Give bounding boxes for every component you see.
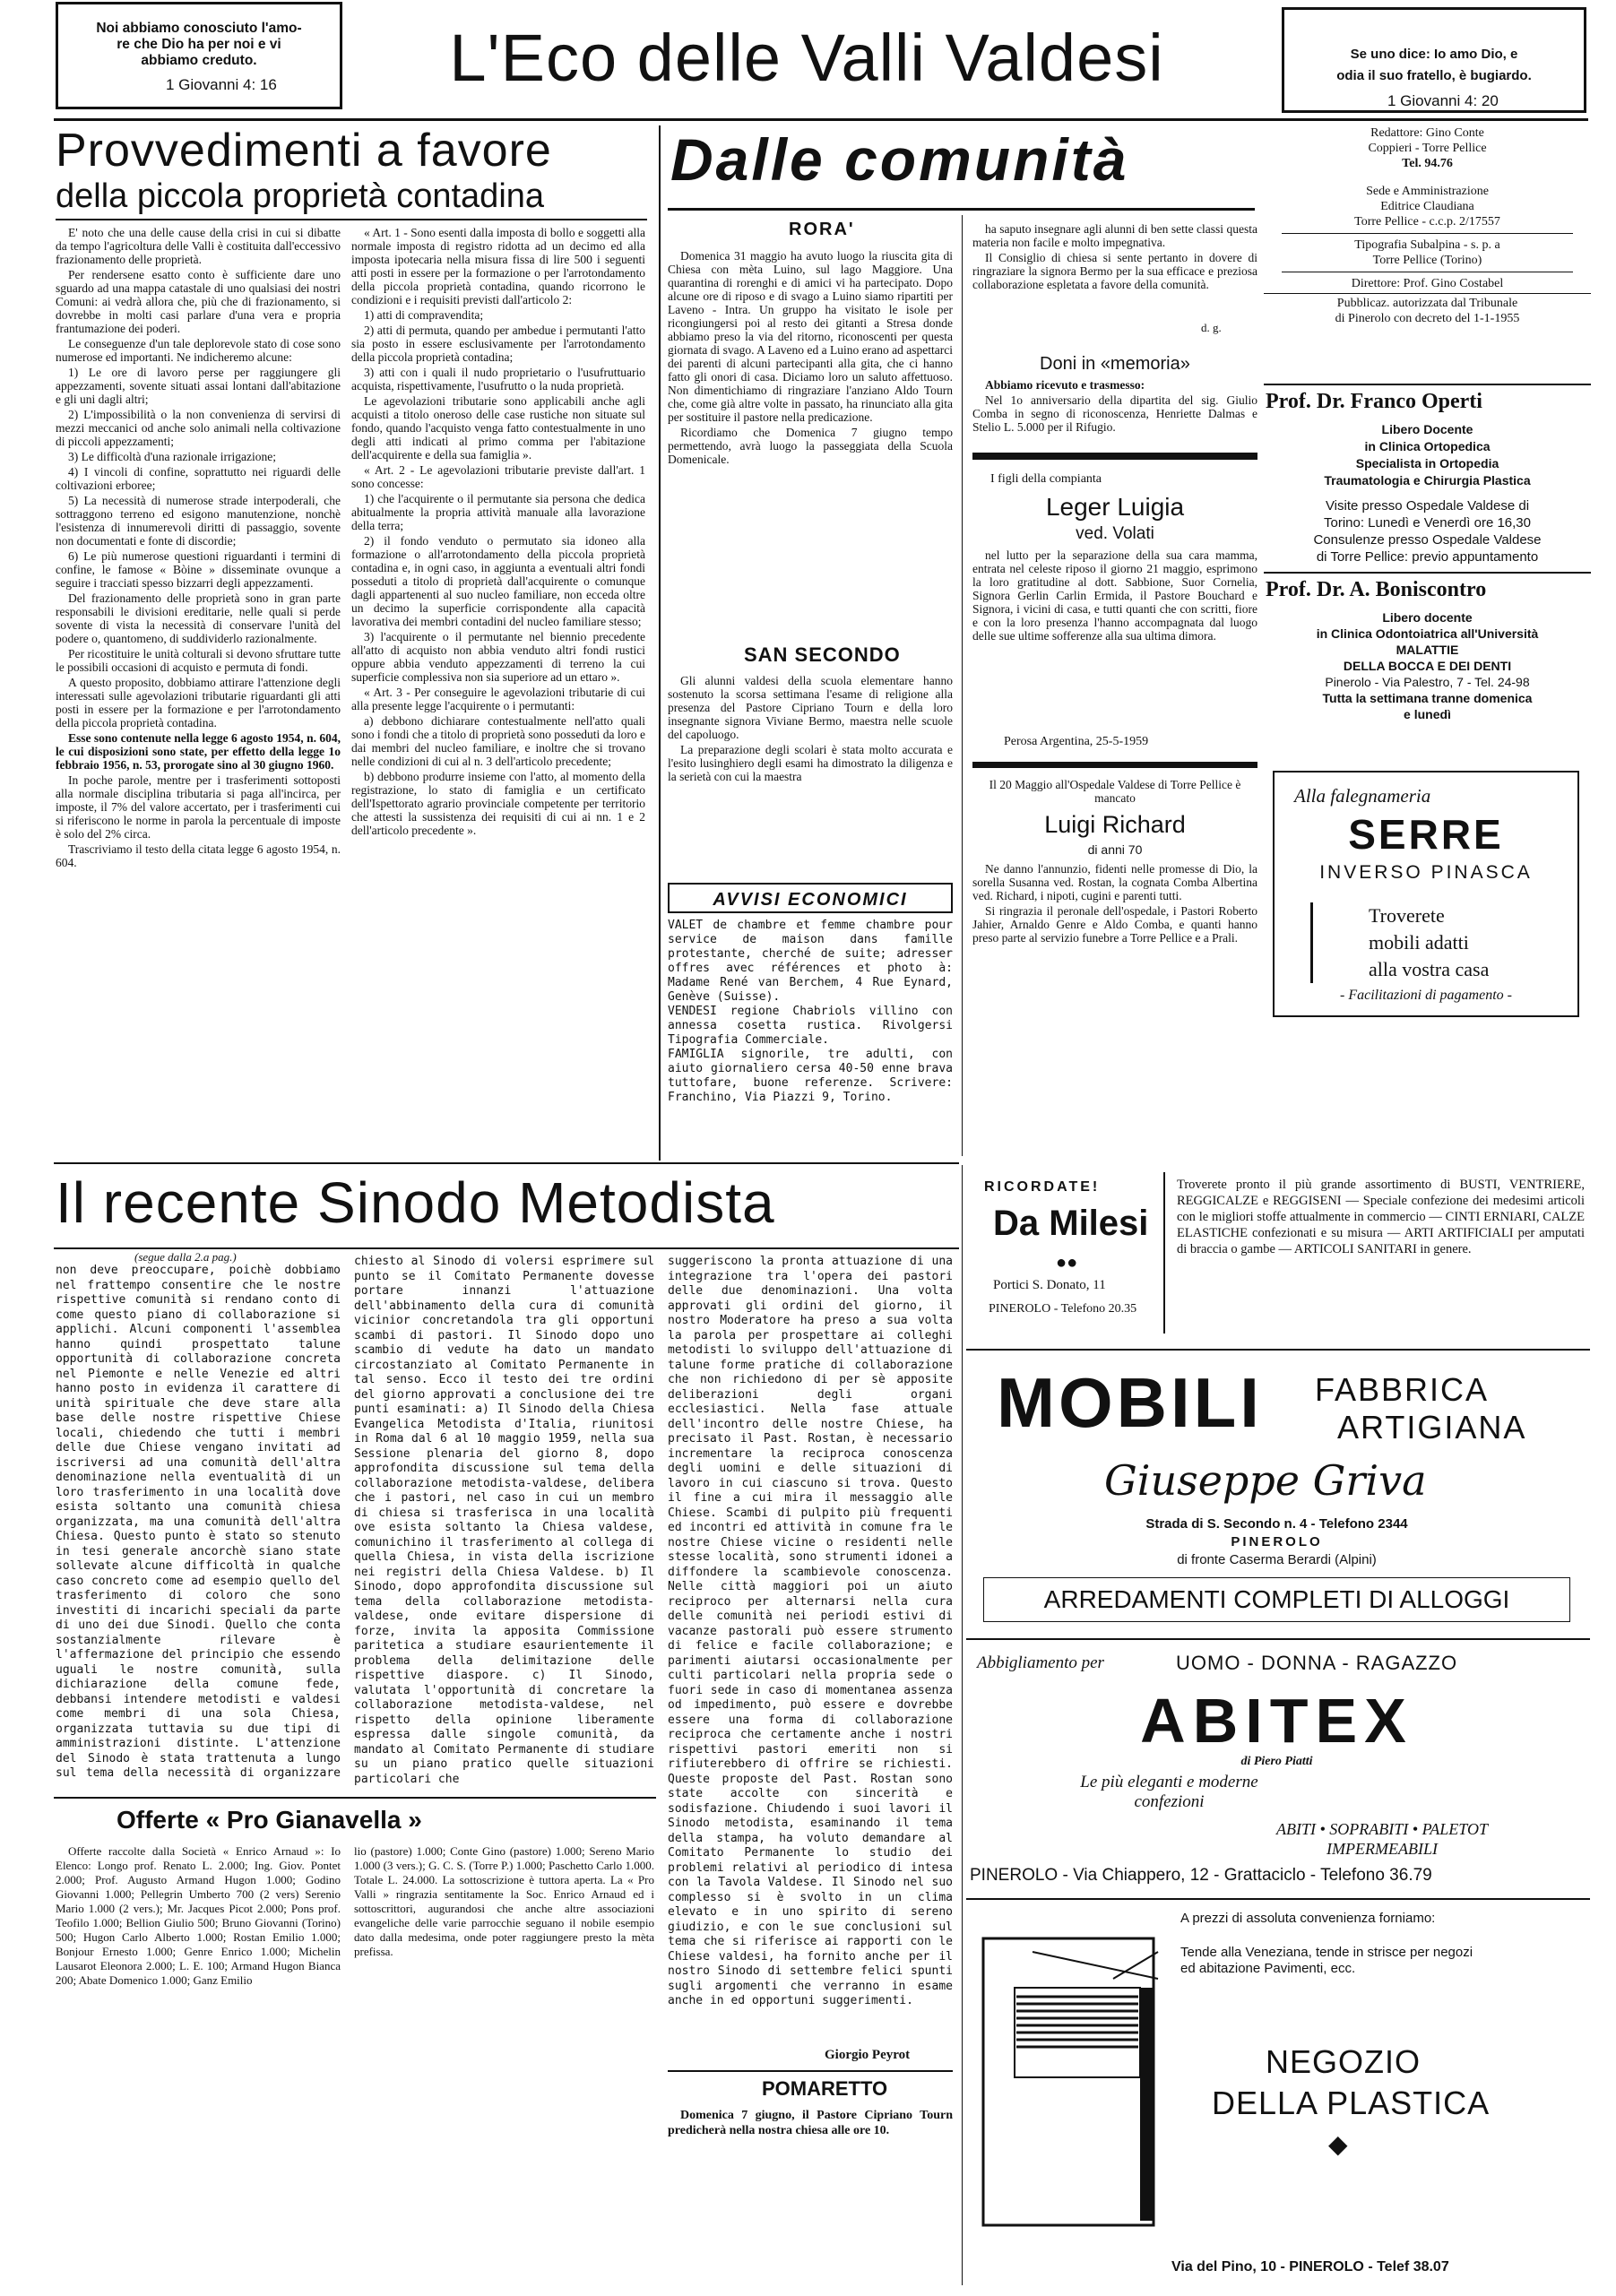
mobili-owner: Giuseppe Griva — [1104, 1456, 1427, 1505]
black-bar — [972, 453, 1257, 460]
operti-name: Prof. Dr. Franco Operti — [1266, 390, 1482, 413]
sede-line: Sede e Amministrazione — [1366, 185, 1489, 198]
operti-visite-line: Consulenze presso Ospedale Valdese — [1313, 532, 1542, 548]
para: Ne danno l'annunzio, fidenti nelle promesse di Dio, la sorella Susanna ved. Rostan, la cognata Comba Albertina ved. Richard, i nipoti, cugini e parenti tutti. — [972, 862, 1257, 902]
plastica-addr: Via del Pino, 10 - PINEROLO - Telef 38.07 — [1171, 2259, 1449, 2274]
avvisi-items — [668, 919, 953, 1161]
sede-line: Editrice Claudiana — [1380, 200, 1474, 213]
masthead-title: L'Eco delle Valli Valdesi — [449, 21, 1164, 95]
para: Esse sono contenute nella legge 6 agosto 1954, n. 604, le cui disposizioni sono state, per effetto della legge 1o febbraio 1956, n. 53, prorogate sino al 30 giugno 1960. — [56, 731, 341, 772]
operti-visite-line: Visite presso Ospedale Valdese di — [1325, 498, 1530, 514]
left-quote-line: re che Dio ha per noi e vi — [117, 37, 281, 52]
para: 1) atti di compravendita; — [364, 308, 484, 322]
para: Le conseguenze d'un tale deplorevole stato di cose sono numerose ed importanti. Ne indicheremo alcune: — [56, 337, 341, 364]
redazione-block — [1264, 125, 1591, 326]
article1-rule — [56, 219, 647, 220]
mobili-name: MOBILI — [997, 1363, 1263, 1442]
sinodo-col1 — [56, 1264, 341, 1779]
para: 6) Le più numerose questioni riguardanti i termini di confine, le famose « Bòine » disseminate ovunque a seguire i tracciati spesso bizzarri degli appezzamenti. — [56, 549, 341, 590]
abitex-ad — [970, 1649, 1584, 1891]
operti-visite-line: di Torre Pellice: previo appuntamento — [1316, 549, 1539, 565]
abitex-rule — [966, 1898, 1590, 1900]
direttore: Direttore: Prof. Gino Costabel — [1351, 277, 1504, 290]
mobili-slogan: ARREDAMENTI COMPLETI DI ALLOGGI — [1043, 1585, 1510, 1613]
list-item: FAMIGLIA signorile, tre adulti, con aiuto giornaliero cersa 40-50 enne brava tuttofare, buone referenze. Scrivere: Franchino, Via Piazzi 9, Torino. — [668, 1048, 953, 1104]
section-rule — [54, 1162, 959, 1164]
masthead-left-quote-box — [56, 2, 342, 109]
operti-rule — [1264, 572, 1591, 574]
boniscontro-lines — [1264, 609, 1591, 722]
milesi-ricordate: RICORDATE! — [984, 1179, 1101, 1195]
masthead-rule — [54, 118, 1588, 121]
redattore: Redattore: Gino Conte — [1370, 126, 1484, 140]
serre-header: Alla falegnameria — [1294, 785, 1431, 807]
operti-lines — [1264, 421, 1591, 489]
boniscontro-name: Prof. Dr. A. Boniscontro — [1266, 578, 1487, 601]
serre-lines — [1369, 902, 1489, 983]
milesi-text: Troverete pronto il più grande assortimento di BUSTI, VENTRIERE, REGGICALZE e REGGISENI — Speciale confezione dei medesimi articoli con le migliori stoffe attualmente in commercio — CINTI ERNIARI, CALZE ELASTICHE confezionati e su misura — ARTI ARTIFICIALI per amputati di braccia o gambe — ARTICOLI SANITARI in genere. — [1177, 1178, 1585, 1256]
para: 5) La necessità di numerose strade interpoderali, che sottraggono terreno ed esigono manutenzione, nonchè l'esistenza di innumerevoli diritti di passaggio, sovente non documentati e fonte di discordie; — [56, 494, 341, 548]
para: Per rendersene esatto conto è sufficiente dare uno sguardo ad una mappa catastale di uno qualsiasi dei nostri Comuni: ai vedrà allora che, più che di frazionamento, si dovrebbe in molti casi parlare d'una vera e propria frantumazione dei poderi. — [56, 268, 341, 335]
para: Domenica 7 giugno, il Pastore Cipriano Tourn predicherà nella nostra chiesa alle ore 10. — [668, 2109, 953, 2137]
boniscontro-line: in Clinica Odontoiatrica all'Università — [1316, 626, 1539, 641]
para: 3) Le difficoltà d'una razionale irrigazione; — [68, 450, 276, 463]
pubblicaz-line: di Pinerolo con decreto del 1-1-1955 — [1335, 312, 1520, 325]
right-quote-line: Se uno dice: Io amo Dio, e — [1350, 47, 1518, 62]
obit1-name: Leger Luigia — [1045, 493, 1185, 521]
sede-line: Torre Pellice - c.c.p. 2/17557 — [1354, 215, 1500, 229]
para: Nel 1o anniversario della dipartita del sig. Giulio Comba in segno di riconoscenza, Henriette Dalmas e Stelio L. 5.000 per il Rifugio. — [972, 393, 1257, 434]
serre-line: mobili adatti — [1369, 931, 1469, 954]
milesi-rule — [966, 1349, 1590, 1351]
plastica-ad — [970, 1907, 1584, 2283]
plastica-name1: NEGOZIO — [1266, 2043, 1422, 2080]
para: Le agevolazioni tributarie sono applicabili anche agli acquisti a titolo oneroso delle case rustiche non situate sul fondo, quando l'acquisto venga fatto contestualmente in uno degli atti indicati al primo comma per l'abitazione dell'acquirente e della sua famiglia ». — [351, 394, 645, 462]
pomaretto-text — [668, 2108, 953, 2162]
abitex-tagline — [970, 1773, 1369, 1812]
column-divider — [962, 215, 963, 1156]
para: chiesto al Sinodo di volersi esprimere sul punto se il Comitato Permanente dovesse portare innanzi l'attuazione dell'abbinamento della cura di comunità vicinior concretandola tra gli opportuni scambi di pastori. Il Sinodo dopo uno scambio di vedute ha dato un mandato circostanziato al Comitato Permanente in tal senso. Ecco il testo dei tre ordini del giorno approvati a conclusione dei tre punti esaminati: a) Il Sinodo della Chiesa Evangelica Metodista d'Italia, riunitosi in Roma dal 6 al 10 maggio 1959, nella sua Sessione plenaria del giorno 8, dopo approfondita discussione sul tema della collaborazione metodista-valdese, delibera che i pastori, nel caso in cui un membro di chiesa si trasferisca in una località ove esista soltanto la Chiesa valdese, comunichino il trasferimento al collega di quella Chiesa, in vista della iscrizione nei registri della Chiesa Valdese. b) Il Sinodo, dopo approfondita discussione sul tema della collaborazione metodista-valdese, onde evitare dispersione di forze, invita la apposita Commissione paritetica a studiare esaurientemente il problema della delimitazione delle rispettive diaspore. c) Il Sinodo, valutata l'opportunità di concretare la collaborazione metodista-valdese, nel rispetto della opinione liberamente espressa dalle singole comunità, da mandato al Comitato Permanente di studiare su un piano pratico quelle situazioni particolari che — [354, 1255, 654, 1786]
operti-line: Specialista in Ortopedia — [1355, 456, 1499, 470]
sinodo-rule — [54, 1247, 959, 1249]
plastica-name2: DELLA PLASTICA — [1212, 2085, 1491, 2121]
boniscontro-line: DELLA BOCCA E DEI DENTI — [1343, 659, 1512, 673]
gianavella-title: Offerte « Pro Gianavella » — [117, 1806, 422, 1834]
para: 2) il fondo venduto o permutato sia idoneo alla formazione o all'arrotondamento della piccola proprietà contadina e, in ogni caso, in aggiunta a eventuali altri fondi posseduti a titolo di proprietà dall'acquirente o comunque dagli appartenenti al suo nucleo familiare, non ecceda oltre un decimo la superficie corrispondente alla capacità lavorativa dei membri contadini del nucleo familiare stesso; — [351, 534, 645, 628]
para: 2) atti di permuta, quando per ambedue i permutanti l'atto sia posto in essere esclusivamente per l'arrotondamento della piccola proprietà contadina; — [351, 324, 645, 364]
redazione-rule — [1264, 384, 1591, 385]
avvisi-title-box — [668, 883, 953, 913]
para: E' noto che una delle cause della crisi in cui si dibatte da tempo l'agricoltura delle Valli è costituita dall'eccessivo frazionamento delle proprietà. — [56, 226, 341, 266]
milesi-divider — [1163, 1172, 1165, 1334]
comunita-title: Dalle comunità — [670, 126, 1129, 193]
right-quote-ref: 1 Giovanni 4: 20 — [1387, 92, 1499, 109]
abitex-addr: PINEROLO - Via Chiappero, 12 - Grattaciclo - Telefono 36.79 — [970, 1866, 1432, 1885]
rora-title: RORA' — [789, 220, 855, 239]
redattore-tel: Tel. 94.76 — [1402, 157, 1453, 170]
para: 3) atti con i quali il nudo proprietario o l'usufruttuario acquista, rispettivamente, l'usufrutto o la nuda proprietà. — [351, 366, 645, 393]
obit2-sub: di anni 70 — [1087, 842, 1143, 857]
boniscontro-line: e lunedì — [1404, 707, 1451, 721]
abitex-owner: di Piero Piatti — [1240, 1755, 1313, 1768]
serre-ad — [1273, 771, 1579, 1017]
obit1-sub: ved. Volati — [1076, 524, 1154, 543]
obit2-name: Luigi Richard — [1044, 811, 1186, 838]
abitex-header1: Abbigliamento per — [977, 1653, 1104, 1672]
avvisi-title: AVVISI ECONOMICI — [713, 890, 908, 910]
obit1-text — [972, 548, 1257, 723]
para: « Art. 1 - Sono esenti dalla imposta di bollo e soggetti alla normale imposta di registro ridotta ad un decimo ed alla imposta ipotecaria nella misura fissa di lire 500 i seguenti atti posti in essere per la formazione o per l'arrotondamento della piccola proprietà contadina, quando ricorrono le condizioni e i requisiti previsti dall'articolo 2: — [351, 226, 645, 306]
operti-line: Traumatologia e Chirurgia Plastica — [1324, 473, 1531, 488]
right-quote-line: odia il suo fratello, è bugiardo. — [1336, 68, 1532, 83]
operti-visite — [1264, 497, 1591, 565]
plastica-intro: A prezzi di assoluta convenienza forniamo: — [1180, 1911, 1436, 1926]
obit1-place: Perosa Argentina, 25-5-1959 — [1004, 735, 1149, 748]
serre-line: Troverete — [1369, 904, 1445, 927]
para: Offerte raccolte dalla Società « Enrico Arnaud »: Io Elenco: Longo prof. Renato L. 2.000; Ing. Giov. Pontet 2.000; Prof. Augusto Armand Hugon 1.000; Godino Giovanni 1.000; Pellegrin Umberto 700 (2 vers) Serenio Mario 1.000 (2 vers.); Mr. Jacques Picot 2.000; Pons prof. Teofilo 1.000; Bellion Giulio 500; Bruno Giovanni (Torino) 500; Hugon Carlo Alberto 1.000; Rostan Emilio 1.000; Bonjour Ernesto 1.000; Genre Enrico 1.000; Michelin Lausarot Eleonora 2.000; L. E. 100; Armand Hugon Bianca 200; Abate Domenico 1.000; Ganz Emilio — [56, 1844, 341, 1987]
mobili-city: PINEROLO — [1231, 1534, 1323, 1549]
mobili-artigiana: ARTIGIANA — [1337, 1409, 1527, 1446]
obit2-intro-text: Il 20 Maggio all'Ospedale Valdese di Torre Pellice è mancato — [989, 778, 1241, 805]
gianavella-col1 — [56, 1844, 341, 2239]
para: ha saputo insegnare agli alunni di ben sette classi questa materia non facile e molto impegnativa. — [972, 222, 1257, 249]
obit2-text — [972, 862, 1257, 995]
left-quote-ref: 1 Giovanni 4: 16 — [166, 76, 277, 93]
milesi-ad — [966, 1172, 1590, 1342]
diamond-icon: ◆ — [1328, 2131, 1348, 2159]
abitex-header2: UOMO - DONNA - RAGAZZO — [1176, 1652, 1458, 1674]
boniscontro-line: MALATTIE — [1396, 643, 1459, 657]
gianavella-col2 — [354, 1844, 654, 2239]
obit2-intro — [972, 778, 1257, 808]
abitex-tagline-line: Le più eleganti e moderne — [1080, 1773, 1258, 1791]
black-bar — [972, 762, 1257, 768]
mobili-near: di fronte Caserma Berardi (Alpini) — [1177, 1552, 1377, 1567]
doni-text — [972, 378, 1257, 450]
para: b) debbono produrre insieme con l'atto, al momento della registrazione, lo stato di famiglia e un certificato dell'Ispettorato agrario provinciale competente per territorio che attesti la sussistenza dei requisiti di cui ai nn. 1 e 2 dell'articolo precedente ». — [351, 770, 645, 837]
boniscontro-line: Pinerolo - Via Palestro, 7 - Tel. 24-98 — [1325, 675, 1530, 689]
serre-line: alla vostra casa — [1369, 958, 1490, 980]
mobili-addr: Strada di S. Secondo n. 4 - Telefono 2344 — [1145, 1516, 1408, 1532]
column-divider — [962, 1165, 963, 2285]
para: Gli alunni valdesi della scuola elementare hanno sostenuto la scorsa settimana l'esame di religione alla presenza del Pastore Cipriano Tourn e della loro insegnante signora Viviane Bermo, maestra nelle scuole del capoluogo. — [668, 674, 953, 741]
para: Per ricostituire le unità colturali si devono sfruttare tutte le possibili occasioni di acquisto e permuta di fondi. — [56, 647, 341, 674]
article1-col1 — [56, 226, 341, 1122]
mobili-rule — [966, 1638, 1590, 1640]
comunita-rule — [668, 208, 1255, 211]
operti-visite-line: Torino: Lunedì e Venerdì ore 16,30 — [1323, 515, 1531, 531]
serre-name: SERRE — [1348, 811, 1504, 858]
article1-subtitle: della piccola proprietà contadina — [56, 177, 545, 215]
para: « Art. 3 - Per conseguire le agevolazioni tributarie di cui alla presente legge l'acquirente o i permutanti: — [351, 686, 645, 712]
operti-line: Libero Docente — [1381, 422, 1473, 436]
sansecondo-text — [668, 674, 953, 871]
left-quote-line: abbiamo creduto. — [141, 53, 257, 68]
para: Si ringrazia il peronale dell'ospedale, i Pastori Roberto Jahier, Arnaldo Genre e Aldo Comba, e quanti hanno preso parte al servizio funebre a Torre Pellice e a Prali. — [972, 904, 1257, 945]
para: Del frazionamento delle proprietà sono in gran parte responsabili le divisioni ereditarie, nelle quali si perde sovente di vista la necessità di conservare l'unità del podere o, quantomeno, di suddividerlo razionalmente. — [56, 591, 341, 645]
para: lio (pastore) 1.000; Conte Gino (pastore) 1.000; Sereno Mario 1.000 (3 vers.); G. C. S. (Torre P.) 1.000; Paschetto Carlo 1.000. Totale L. 24.000. La sottoscrizione è tuttora aperta. La « Pro Valli » ringrazia sentitamente la Soc. Enrico Arnaud ed i sottoscrittori, augurandosi che anche altre associazioni evangeliche delle varie parrocchie seguano il nobile esempio dato dalla medesima, onde poter raggiungere presto la mèta prefissa. — [354, 1844, 654, 1958]
serre-place: INVERSO PINASCA — [1319, 862, 1533, 883]
para: 4) I vincoli di confine, soprattutto nei riguardi delle coltivazioni erboree; — [56, 465, 341, 492]
para: 3) l'acquirente o il permutante nel biennio precedente all'atto di acquisto non abbia venduto altri fondi rustici oppure abbia venduto appezzamenti di terreno la cui superficie complessiva non sia superiore ad un ettaro ». — [351, 630, 645, 684]
milesi-addr: Portici S. Donato, 11 — [993, 1278, 1106, 1292]
column-divider — [659, 125, 661, 1161]
operti-line: in Clinica Ortopedica — [1364, 439, 1491, 453]
redattore-addr: Coppieri - Torre Pellice — [1368, 142, 1487, 155]
abitex-items: ABITI • SOPRABITI • PALETOT IMPERMEABILI — [1276, 1820, 1488, 1858]
sansecondo-title: SAN SECONDO — [744, 643, 901, 666]
gianavella-rule — [54, 1797, 656, 1799]
obit1-intro: I figli della compianta — [990, 472, 1102, 486]
list-item: VENDESI regione Chabriols villino con annessa cosetta rustica. Rivolgersi Tipografia Commerciale. — [668, 1005, 953, 1047]
window-blind-icon — [979, 1934, 1167, 2230]
rora-col1 — [668, 249, 953, 634]
para: Il Consiglio di chiesa si sente pertanto in dovere di ringraziare la signora Bermo per la sua efficace e preziosa collaborazione espletata a favore della comunità. — [972, 251, 1257, 291]
tipografia-line: Tipografia Subalpina - s. p. a — [1354, 238, 1500, 252]
mobili-slogan-box — [983, 1577, 1570, 1622]
pubblicaz-line: Pubblicaz. autorizzata dal Tribunale — [1336, 297, 1518, 310]
para: Trascriviamo il testo della citata legge 6 agosto 1954, n. 604. — [56, 842, 341, 869]
milesi-dots: ●● — [1056, 1253, 1078, 1273]
mobili-fabbrica: FABBRICA — [1315, 1371, 1490, 1408]
masthead-right-quote-box — [1282, 7, 1586, 113]
para: 1) Le ore di lavoro perse per raggiungere gli appezzamenti, sovente situati assai lontani dall'abitazione e gli uni dagli altri; — [56, 366, 341, 406]
doni-sub: Abbiamo ricevuto e trasmesso: — [985, 378, 1145, 392]
sinodo-col3 — [668, 1255, 953, 2043]
para: non deve preoccupare, poichè dobbiamo nel frattempo consentire che le nostre rispettive comunità si rendano conto di come questo piano di collaborazione si applichi. Alcuni componenti l'assemblea hanno quindi prospettato talune opportunità di collaborazione concreta nel Piemonte e nelle Venezie ed altri hanno posto in evidenza il carattere di unità spirituale che deve stare alla base delle nostre rispettive Chiese locali, chiedendo che tutti i membri delle due Chiese vengano invitati ad iscriversi ad una comunità dell'altra denominazione nella eventualità di un loro trasferimento in una località dove esista soltanto una comunità chiesa organizzata, ma una comunità dell'altra Chiesa. Questo punto è stato so stenuto in tesi generale ancorchè siano state sollevate alcune difficoltà in qualche caso concreto come ad esempio quello del trasferimento di coloro che sono investiti di incarichi speciali da parte di uno dei due Sinodi. Quello che conta sostanzialmente rilevare è l'affermazione del principio che essendo uguali le nostre comunità, sulla dichiarazione della comune fede, debbansi intendere metodisti e valdesi come membri di una sola Chiesa, organizzata tuttavia su due tipi di amministrazioni distinte. L'attenzione del Sinodo è stata trattenuta a lungo sul tema della necessità di organizzare — [56, 1264, 341, 1779]
sinodo-title: Il recente Sinodo Metodista — [56, 1170, 775, 1235]
milesi-city: PINEROLO - Telefono 20.35 — [989, 1302, 1137, 1316]
mobili-ad — [970, 1362, 1584, 1631]
left-quote-line: Noi abbiamo conosciuto l'amo- — [96, 21, 302, 36]
tipografia-line: Torre Pellice (Torino) — [1372, 254, 1482, 267]
article1-title: Provvedimenti a favore — [56, 125, 552, 177]
rora-signature: d. g. — [1201, 321, 1222, 334]
para: Domenica 31 maggio ha avuto luogo la riuscita gita di Chiesa con mèta Luino, sul lago Maggiore. Una quarantina di rorenghi e di amici vi ha partecipato. Dopo alcune ore di riposo e di svago a Luino siamo ripartiti per Laveno - Intra. Un gruppo ha visitato le isole per ricongiungersi poi al resto dei gitanti a Stresa donde abbiamo preso la via del ritorno, riconoscenti per questa giornata di svago. A Laveno ed a Luino erano ad aspettarci dei parenti di alcuni partecipanti alla gita, che ci hanno fatto gli onori di casa. Diciamo loro un saluto affettuoso. Non dimentichiamo di ringraziare l'anziano Aldo Tourn che, come già altre volte in passato, ha rinunciato alla gita per sostituire il pastore nella predicazione. — [668, 249, 953, 424]
para: In poche parole, mentre per i trasferimenti sottoposti alla normale disciplina tributaria si paga all'incirca, per imposte, il 7% del valore accertato, per i trasferimenti cui si riferiscono le norme in parola la percentuale di imposte è solo del 2% circa. — [56, 773, 341, 841]
boniscontro-line: Tutta la settimana tranne domenica — [1322, 691, 1533, 705]
para: a) debbono dichiarare contestualmente nell'atto quali sono i fondi che a titolo di proprietà sono posseduti da loro e dai membri del nucleo familiare, e inoltre che si trovano nelle condizioni di cui al n. 3 dell'articolo precedente; — [351, 714, 645, 768]
plastica-items: Tende alla Veneziana, tende in strisce per negozi ed abitazione Pavimenti, ecc. — [1180, 1945, 1473, 1976]
list-item: VALET de chambre et femme chambre pour service de maison dans famille protestante, cherché de suite; adresser offres avec références et photo à: Madame René van Berchem, 4 Rue Eynard, Genève (Suisse). — [668, 919, 953, 1004]
serre-footer: - Facilitazioni di pagamento - — [1340, 988, 1512, 1003]
abitex-tagline-line: confezioni — [1134, 1792, 1205, 1811]
pomaretto-title: POMARETTO — [762, 2077, 888, 2100]
para: « Art. 2 - Le agevolazioni tributarie previste dall'art. 1 sono concesse: — [351, 463, 645, 490]
article1-col2 — [351, 226, 645, 1122]
para: suggeriscono la pronta attuazione di una integrazione tra l'opera dei pastori delle due denominazioni. Una volta approvati gli ordini del giorno, il nostro Moderatore ha preso a sua volta la parola per prospettare ai colleghi metodisti lo sviluppo dell'attuazione di talune forme pratiche di collaborazione che non richiedono di per sè apposite deliberazioni degli organi ecclesiastici. Nella fase attuale dell'incontro delle nostre Chiese, ha precisato il Past. Rostan, è necessario incrementare la reciproca conoscenza degli uomini e delle situazioni di lavoro in cui ciascuno si trova. Questo il fine a cui mira il messaggio alle Chiese. Scambi di pulpito più frequenti ed incontri ed attività in comune fra le nostre Chiese vicine o residenti nelle stesse località, sono strumenti idonei a diffondere la scambievole conoscenza. Nelle città maggiori poi un aiuto reciproco per alternarsi nella cura delle comunità nei periodi estivi di vacanze pastorali può essere strumento di felice e facile collaborazione; e parimenti aiutarsi occasionalmente per culti particolari nella propria sede o fuori sede in caso di momentanea assenza od impedimento, può essere e dovrebbe essere una forma di collaborazione reciproca che certamente anche i nostri rispettivi pastori emeriti non si rifiuterebbero di offrire se richiesti. Queste proposte del Past. Rostan sono state accolte con sincerità e sodisfazione. Chiudendo i suoi lavori il Sinodo metodista, esaminando il tema della stampa, ha voluto demandare al Comitato Permanente lo studio dei problemi relativi al periodico di intesa con la Tavola Valdese. Il Sinodo nel suo complesso si è svolto in un clima elevato e in uno spirito di sereno giudizio, e con le sue conclusioni sul tema che si riferisce ai rapporti con le Chiese valdesi, ha fornito anche per il nostro Sinodo di settembre felici spunti sugli argomenti che verranno in esame anche in ed opportuni suggerimenti. — [668, 1255, 953, 2007]
doni-title: Doni in «memoria» — [1040, 354, 1190, 374]
boniscontro-line: Libero docente — [1382, 610, 1473, 625]
para: La preparazione degli scolari è stata molto accurata e l'esito lusinghiero degli esami ha dimostrato la diligenza e la serietà con cui la maestra — [668, 743, 953, 783]
sinodo-signature: Giorgio Peyrot — [825, 2048, 911, 2062]
serre-bar — [1310, 902, 1313, 983]
abitex-name: ABITEX — [1140, 1686, 1413, 1756]
pomaretto-rule — [668, 2070, 953, 2072]
para: 1) che l'acquirente o il permutante sia persona che dedica abitualmente la propria attività manuale alla lavorazione della terra; — [351, 492, 645, 532]
para: 2) L'impossibilità o la non convenienza di servirsi di mezzi meccanici od anche solo animali nella coltivazione di piccoli appezzamenti; — [56, 408, 341, 448]
milesi-name: Da Milesi — [993, 1204, 1149, 1243]
sinodo-segue: (segue dalla 2.a pag.) — [134, 1250, 237, 1264]
para: A questo proposito, dobbiamo attirare l'attenzione degli interessati sulle agevolazioni tributarie riguardanti gli atti posti in essere per la formazione e per l'arrotondamento della piccola proprietà contadina. — [56, 676, 341, 729]
para: nel lutto per la separazione della sua cara mamma, entrata nel celeste riposo il giorno 21 maggio, esprimono la loro gratitudine al dott. Sabbione, Suor Cornelia, Signora Gerlin Carlin Ermida, il Pastore Bouchard e Signora, i vicini di casa, e tutti quanti che con scritti, fiore e con la loro presenza l'hanno accompagnata dal luogo delle sue ultime sofferenze alla sua ultima dimora. — [972, 548, 1257, 643]
para: Ricordiamo che Domenica 7 giugno tempo permettendo, avrà luogo la passeggiata della Scuola Domenicale. — [668, 426, 953, 466]
sinodo-col2 — [354, 1255, 654, 1792]
